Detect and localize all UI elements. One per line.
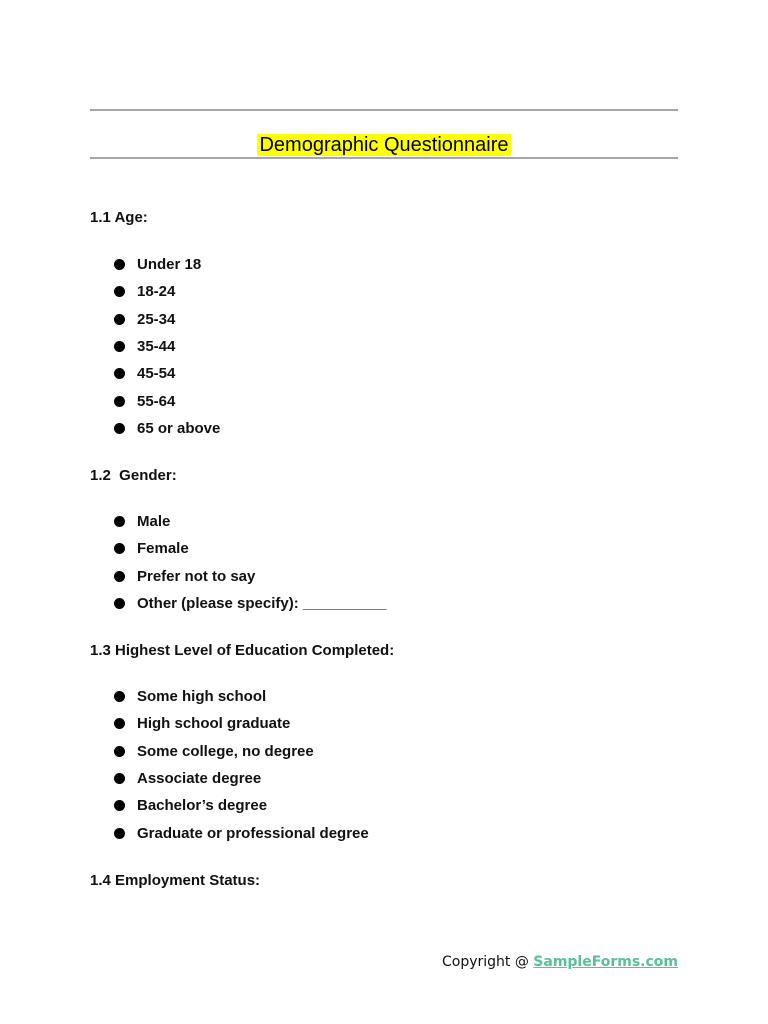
list-item — [112, 819, 369, 846]
list-item — [112, 415, 220, 442]
bullet-icon — [114, 368, 125, 379]
bullet-icon — [114, 259, 125, 270]
sampleforms-link[interactable]: SampleForms.com — [533, 954, 678, 970]
title-container — [90, 133, 678, 157]
list-item — [112, 710, 369, 737]
options-age — [112, 251, 220, 442]
bullet-icon — [114, 718, 125, 729]
options-education — [112, 683, 369, 847]
option-label: 25-34 — [137, 310, 176, 328]
list-item — [112, 765, 369, 792]
bullet-icon — [114, 828, 125, 839]
section-heading-age: 1.1 Age: — [90, 209, 148, 226]
bullet-icon — [114, 598, 125, 609]
copyright-text: Copyright @ — [441, 954, 534, 970]
bullet-icon — [114, 746, 125, 757]
list-item — [112, 251, 220, 278]
list-item — [112, 278, 220, 305]
bullet-icon — [114, 571, 125, 582]
option-label: Some college, no degree — [137, 742, 314, 760]
option-label: Female — [137, 540, 189, 558]
option-label: 65 or above — [137, 419, 221, 437]
page-title: Demographic Questionnaire — [259, 134, 509, 156]
option-label: 35-44 — [137, 338, 176, 356]
option-label: Other (please specify): __________ — [137, 595, 387, 613]
list-item — [112, 333, 220, 360]
bullet-icon — [114, 773, 125, 784]
option-label: 18-24 — [137, 283, 176, 301]
copyright-footer — [442, 954, 678, 970]
option-label: Associate degree — [137, 770, 262, 788]
option-label: High school graduate — [137, 715, 291, 733]
bullet-icon — [114, 286, 125, 297]
option-label: Some high school — [137, 688, 267, 706]
option-label: Bachelor’s degree — [137, 797, 268, 815]
options-gender — [112, 508, 386, 617]
option-label: 45-54 — [137, 365, 176, 383]
bullet-icon — [114, 341, 125, 352]
title-top-rule — [90, 109, 678, 111]
list-item — [112, 738, 369, 765]
option-label: Prefer not to say — [137, 567, 256, 585]
bullet-icon — [114, 314, 125, 325]
list-item — [112, 387, 220, 414]
option-label: 55-64 — [137, 392, 176, 410]
list-item — [112, 306, 220, 333]
option-label: Graduate or professional degree — [137, 824, 369, 842]
bullet-icon — [114, 423, 125, 434]
option-label: Under 18 — [137, 256, 202, 274]
list-item — [112, 590, 386, 617]
bullet-icon — [114, 800, 125, 811]
section-heading-gender: 1.2 Gender: — [90, 467, 177, 484]
bullet-icon — [114, 516, 125, 527]
bullet-icon — [114, 691, 125, 702]
list-item — [112, 683, 369, 710]
section-heading-employment: 1.4 Employment Status: — [90, 872, 261, 889]
title-bottom-rule — [90, 157, 678, 159]
section-heading-education: 1.3 Highest Level of Education Completed: — [90, 642, 395, 659]
list-item — [112, 535, 386, 562]
list-item — [112, 563, 386, 590]
bullet-icon — [114, 396, 125, 407]
list-item — [112, 360, 220, 387]
list-item — [112, 508, 386, 535]
bullet-icon — [114, 543, 125, 554]
option-label: Male — [137, 513, 171, 531]
list-item — [112, 792, 369, 819]
